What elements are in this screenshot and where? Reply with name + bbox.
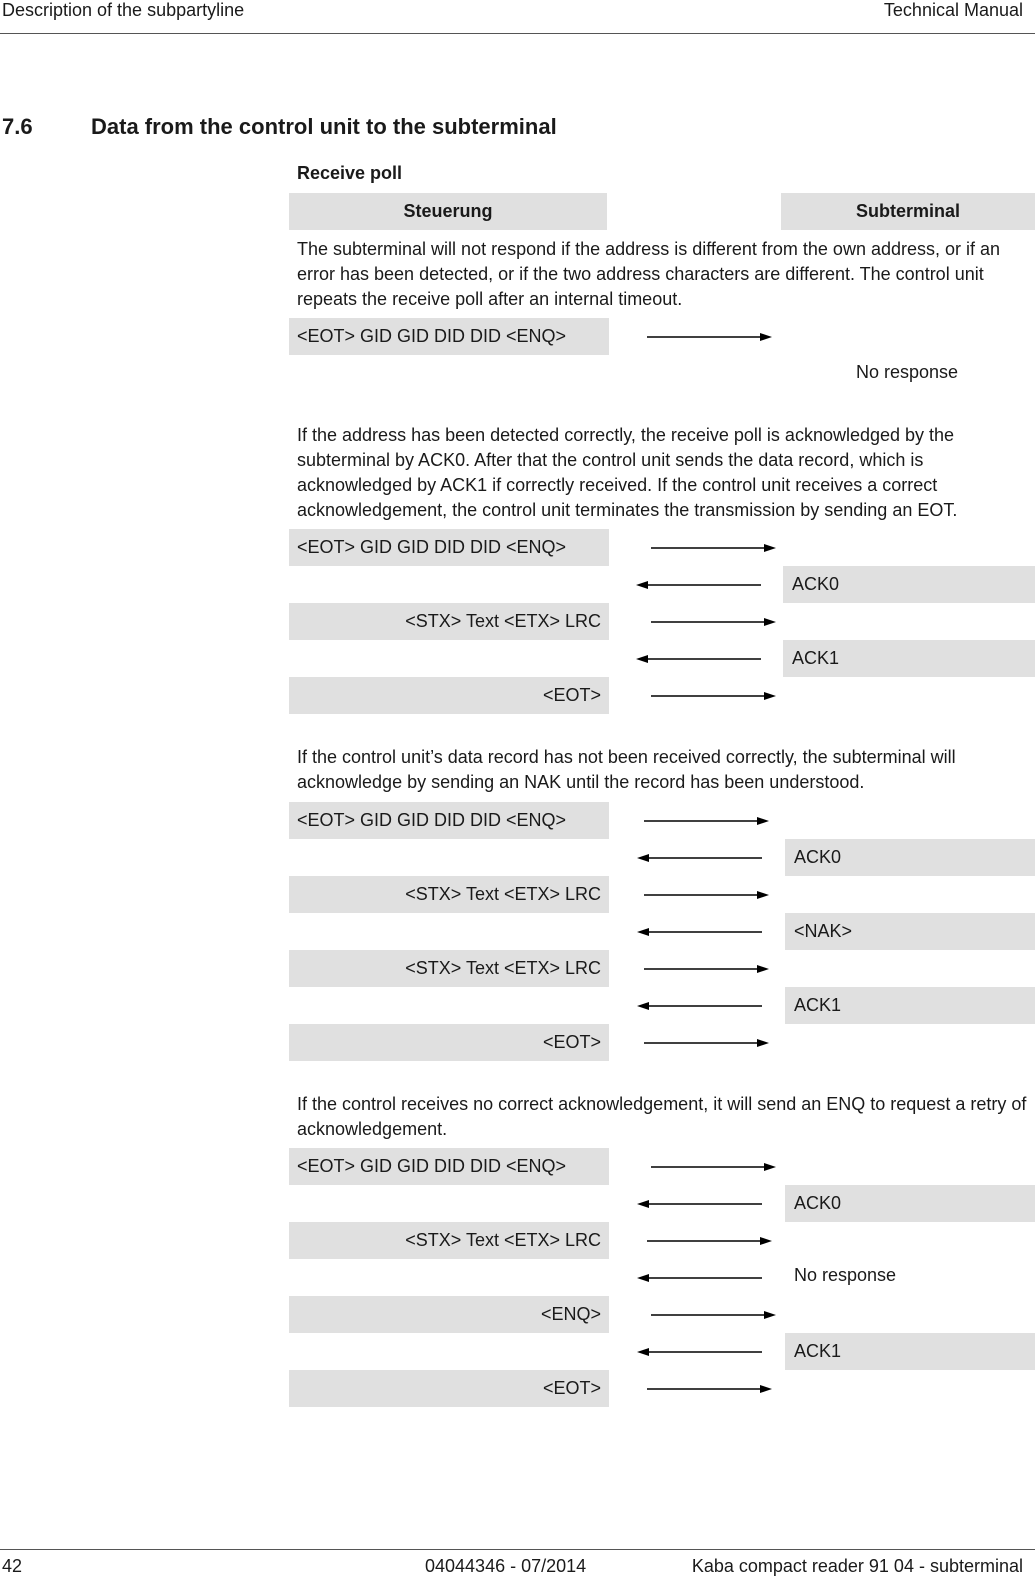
document-number: 04044346 - 07/2014 bbox=[425, 1556, 587, 1576]
enq-cell: <ENQ> bbox=[289, 1296, 609, 1333]
column-header-steuerung: Steuerung bbox=[289, 193, 607, 230]
arrow-left-icon bbox=[637, 1272, 762, 1284]
header-rule bbox=[0, 33, 1035, 34]
subheading: Receive poll bbox=[297, 163, 403, 183]
column-header-subterminal: Subterminal bbox=[781, 193, 1035, 230]
eot-cell: <EOT> bbox=[289, 1370, 609, 1407]
ack0-cell: ACK0 bbox=[785, 839, 1035, 876]
arrow-right-icon bbox=[647, 1383, 772, 1395]
ack1-cell: ACK1 bbox=[785, 987, 1035, 1024]
product-name: Kaba compact reader 91 04 - subterminal bbox=[691, 1556, 1023, 1576]
paragraph-1: The subterminal will not respond if the address is different from the own address, or if an error has been detected, or if the two address characters are different. The control unit repeats the receive poll after an internal timeout. bbox=[297, 239, 1001, 309]
ack1-cell: ACK1 bbox=[783, 640, 1035, 677]
arrow-left-icon bbox=[636, 579, 761, 591]
section-title: Data from the control unit to the subterminal bbox=[91, 114, 557, 139]
ack0-cell: ACK0 bbox=[785, 1185, 1035, 1222]
poll-cell: <EOT> GID GID DID DID <ENQ> bbox=[289, 529, 609, 566]
arrow-left-icon bbox=[637, 1346, 762, 1358]
ack1-cell: ACK1 bbox=[785, 1333, 1035, 1370]
section-number: 7.6 bbox=[2, 114, 33, 139]
footer-rule bbox=[0, 1549, 1035, 1550]
page-number: 42 bbox=[2, 1556, 23, 1576]
paragraph-2: If the address has been detected correctly, the receive poll is acknowledged by the subterminal by ACK0. After that the control unit sends the data record, which is acknowledged by ACK1 if correctly received. If the control unit receives a correct acknowledgement, the control unit terminates the transmission by sending an EOT. bbox=[297, 425, 958, 520]
arrow-left-icon bbox=[637, 1000, 762, 1012]
no-response-text: No response bbox=[856, 362, 959, 382]
arrow-right-icon bbox=[651, 616, 776, 628]
arrow-right-icon bbox=[651, 690, 776, 702]
header-left: Description of the subpartyline bbox=[2, 0, 245, 20]
arrow-right-icon bbox=[647, 1235, 772, 1247]
text-record-cell: <STX> Text <ETX> LRC bbox=[289, 603, 609, 640]
eot-cell: <EOT> bbox=[289, 677, 609, 714]
text-record-cell: <STX> Text <ETX> LRC bbox=[289, 876, 609, 913]
poll-cell: <EOT> GID GID DID DID <ENQ> bbox=[289, 802, 609, 839]
arrow-right-icon bbox=[647, 331, 772, 343]
arrow-left-icon bbox=[637, 852, 762, 864]
poll-cell: <EOT> GID GID DID DID <ENQ> bbox=[289, 1148, 609, 1185]
arrow-right-icon bbox=[651, 1309, 776, 1321]
paragraph-4: If the control receives no correct acknowledgement, it will send an ENQ to request a retry of acknowledgement. bbox=[297, 1094, 1027, 1139]
arrow-right-icon bbox=[644, 1037, 769, 1049]
arrow-right-icon bbox=[651, 1161, 776, 1173]
arrow-right-icon bbox=[644, 815, 769, 827]
nak-cell: <NAK> bbox=[785, 913, 1035, 950]
ack0-cell: ACK0 bbox=[783, 566, 1035, 603]
header-right: Technical Manual bbox=[883, 0, 1023, 20]
eot-cell: <EOT> bbox=[289, 1024, 609, 1061]
text-record-cell: <STX> Text <ETX> LRC bbox=[289, 1222, 609, 1259]
paragraph-3: If the control unit’s data record has not been received correctly, the subterminal will acknowledge by sending an NAK until the record has been understood. bbox=[297, 747, 956, 792]
no-response-text: No response bbox=[794, 1265, 897, 1285]
arrow-right-icon bbox=[644, 889, 769, 901]
arrow-right-icon bbox=[644, 963, 769, 975]
poll-cell: <EOT> GID GID DID DID <ENQ> bbox=[289, 318, 609, 355]
arrow-left-icon bbox=[637, 1198, 762, 1210]
text-record-cell: <STX> Text <ETX> LRC bbox=[289, 950, 609, 987]
arrow-right-icon bbox=[651, 542, 776, 554]
arrow-left-icon bbox=[637, 926, 762, 938]
arrow-left-icon bbox=[636, 653, 761, 665]
